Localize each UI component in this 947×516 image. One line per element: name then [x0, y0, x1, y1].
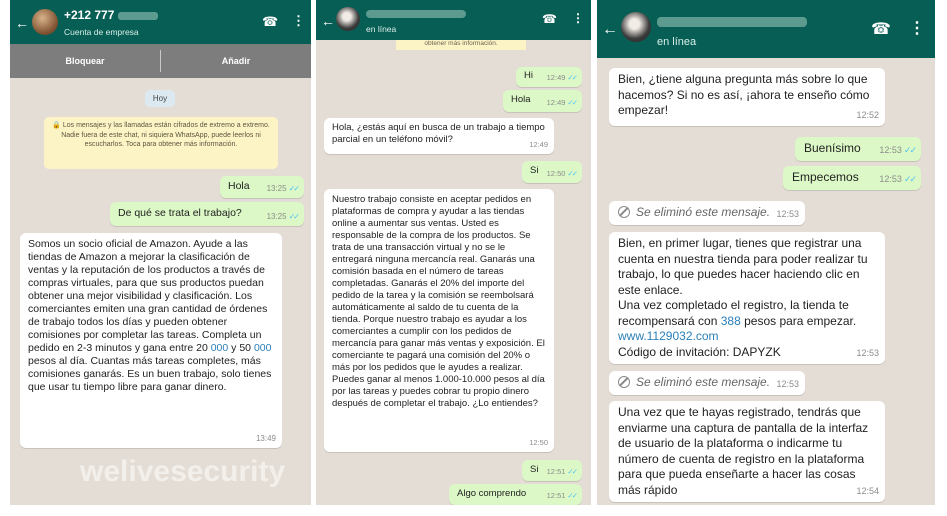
message-time: 12:49 — [529, 140, 548, 149]
chat-header — [597, 0, 935, 58]
message-outgoing[interactable] — [795, 137, 921, 161]
chat-screenshot-3 — [597, 0, 935, 505]
invite-code: Código de invitación: DAPYZK — [618, 344, 781, 359]
watermark: welivesecurity — [80, 455, 286, 488]
add-call-icon[interactable]: ☎ — [871, 21, 891, 38]
add-call-icon[interactable]: ☎ — [542, 12, 557, 26]
blocked-icon — [618, 206, 630, 218]
more-vertical-icon[interactable]: ⋮ — [572, 11, 584, 25]
read-ticks-icon: ✓✓ — [567, 169, 576, 178]
contact-name[interactable] — [64, 8, 158, 22]
message-time: 12:49 ✓✓ — [546, 73, 576, 82]
chat-header — [10, 0, 311, 44]
message-time: 12:50 ✓✓ — [546, 169, 576, 178]
message-outgoing[interactable] — [503, 90, 582, 112]
read-ticks-icon: ✓✓ — [903, 144, 915, 155]
contact-status: en línea — [366, 24, 397, 34]
add-contact-button[interactable]: Añadir — [221, 56, 251, 66]
message-time: 12:49 ✓✓ — [546, 98, 576, 107]
message-text: Nuestro trabajo consiste en aceptar pedidos en plataformas de compra y ayudar a las tiendas online a aumentar sus ventas. Usted es responsable de la compra de los productos. Se trata de una transacción virtual y no se le entregará ninguna mercancía real. Ganarás una comisión basada en el número de tareas completadas. Ganarás el 20% del importe del pedido de la tarea y la comisión se reembolsará automáticamente al saldo de tu cuenta de la tienda. Porque nuestro trabajo es ayudar a los comerciantes a cumplir con los pedidos de mercancía para ganar más ventas y exposición. El comerciante te pagará una comisión del 20% o más por los pedidos que le ayudes a realizar. Puedes ganar al menos 1.000-10.000 pesos al día por las tareas y puedes cobrar tu propio dinero después de completar el trabajo. ¿Lo entiendes? — [332, 194, 545, 409]
arrow-left-icon[interactable]: ← — [321, 13, 335, 29]
message-incoming[interactable] — [609, 232, 885, 364]
arrow-left-icon[interactable]: ← — [15, 15, 29, 31]
message-time: 13:25 ✓✓ — [266, 212, 298, 221]
message-incoming[interactable] — [609, 401, 885, 502]
arrow-left-icon[interactable]: ← — [602, 21, 618, 38]
read-ticks-icon: ✓✓ — [567, 73, 576, 82]
message-time: 12:51 ✓✓ — [546, 491, 576, 500]
message-incoming[interactable] — [20, 233, 282, 448]
message-text: Somos un socio oficial de Amazon. Ayude a las tiendas de Amazon a mejorar la clasificación de ventas y la reputación de los productos a través de compras virtuales, para que sus productos puedan obtener una mejor visibilidad y clasificación. Los comerciantes emiten una gran cantidad de órdenes de trabajo todos los días y pueden obtener comisiones por completar las tareas. Completa un pedido en 2-3 minutos y gana entre 20 000 y 50 000 pesos al día. Cuantas más tareas completes, más comisiones ganarás. Es un buen trabajo, solo tienes que usar tu tiempo libre para ganar dinero. — [28, 238, 272, 393]
avatar[interactable] — [621, 12, 651, 42]
message-outgoing[interactable] — [516, 67, 582, 87]
message-time: 12:53 — [776, 208, 799, 219]
read-ticks-icon: ✓✓ — [567, 491, 576, 500]
message-text: Si — [530, 165, 539, 176]
avatar[interactable] — [32, 9, 58, 35]
blocked-icon — [618, 376, 630, 388]
message-text: Buenísimo — [804, 141, 861, 155]
message-time: 12:50 — [529, 438, 548, 447]
read-ticks-icon: ✓✓ — [288, 184, 298, 193]
message-time: 13:25 ✓✓ — [266, 184, 298, 193]
avatar[interactable] — [336, 7, 360, 31]
message-deleted[interactable] — [609, 371, 805, 395]
message-text: Una vez que te hayas registrado, tendrás que enviarme una captura de pantalla de la interfaz de usuario de la plataforma o indicarme tu número de cuenta de registro en la plataforma para que pueda enseñarte a hacer las cosas más rápido — [618, 405, 869, 497]
message-text: Bien, ¿tiene alguna pregunta más sobre lo que hacemos? Si no es así, ¡ahora te enseño cómo empezar! — [618, 72, 870, 117]
read-ticks-icon: ✓✓ — [288, 212, 298, 221]
message-incoming[interactable] — [609, 68, 885, 126]
deleted-text: Se eliminó este mensaje. — [636, 205, 771, 219]
date-chip: Hoy — [145, 90, 175, 107]
business-action-bar — [10, 44, 311, 78]
chat-header — [316, 0, 591, 40]
message-outgoing[interactable] — [522, 460, 582, 481]
more-vertical-icon[interactable]: ⋮ — [292, 13, 305, 28]
read-ticks-icon: ✓✓ — [567, 98, 576, 107]
message-incoming[interactable] — [324, 118, 554, 154]
message-text: Bien, en primer lugar, tienes que registrar una cuenta en nuestra tienda para poder realizar tu trabajo, lo que puedes hacer haciendo clic en este enlace. Una vez completado el registro, la tienda te recompensará con 388 pesos para empezar. www.1129032.com Código de invitación: DAPYZK — [618, 236, 868, 359]
message-time: 12:54 — [856, 485, 879, 496]
more-vertical-icon[interactable]: ⋮ — [909, 20, 925, 37]
reward-amount: 388 — [720, 313, 741, 328]
message-time: 12:53 — [776, 378, 799, 389]
message-outgoing[interactable] — [783, 166, 921, 190]
message-text: Algo comprendo — [457, 488, 527, 499]
message-deleted[interactable] — [609, 201, 805, 225]
message-time: 12:51 ✓✓ — [546, 467, 576, 476]
message-outgoing[interactable] — [522, 161, 582, 183]
chat-screenshot-1 — [10, 0, 311, 505]
message-incoming[interactable] — [324, 189, 554, 452]
redacted-name — [118, 12, 158, 20]
message-time: 12:53 ✓✓ — [879, 144, 915, 155]
read-ticks-icon: ✓✓ — [567, 467, 576, 476]
message-text: Hi — [524, 70, 533, 81]
contact-phone: +212 777 — [64, 8, 115, 22]
contact-subtitle: Cuenta de empresa — [64, 27, 139, 37]
message-outgoing[interactable] — [110, 202, 304, 226]
message-time: 12:53 ✓✓ — [879, 173, 915, 184]
message-time: 13:49 — [255, 434, 276, 443]
add-call-icon[interactable]: ☎ — [262, 14, 279, 29]
encryption-notice-fragment: obtener más información. — [396, 40, 526, 50]
redacted-contact-name[interactable] — [657, 17, 807, 27]
message-outgoing[interactable] — [449, 484, 582, 505]
message-time: 12:53 — [856, 347, 879, 358]
message-text: Hola — [228, 180, 250, 192]
message-text: Hola — [511, 94, 531, 105]
message-text: Empecemos — [792, 170, 859, 184]
message-text: Hola, ¿estás aquí en busca de un trabajo a tiempo parcial en un teléfono móvil? — [332, 122, 545, 145]
deleted-text: Se eliminó este mensaje. — [636, 375, 771, 389]
read-ticks-icon: ✓✓ — [903, 173, 915, 184]
contact-status: en línea — [657, 36, 697, 48]
message-link[interactable]: www.1129032.com — [618, 329, 719, 343]
chat-screenshot-2 — [316, 0, 591, 505]
message-outgoing[interactable] — [220, 176, 304, 198]
block-button[interactable]: Bloquear — [65, 56, 105, 66]
message-text: De qué se trata el trabajo? — [118, 207, 242, 219]
redacted-contact-name[interactable] — [366, 10, 466, 18]
message-time: 12:52 — [856, 109, 879, 120]
message-text: Si — [530, 464, 539, 475]
encryption-notice[interactable]: 🔒 Los mensajes y las llamadas están cifrados de extremo a extremo. Nadie fuera de este chat, ni siquiera WhatsApp, puede leerlos ni escucharlos. Toca para obtener más información. — [44, 117, 278, 169]
